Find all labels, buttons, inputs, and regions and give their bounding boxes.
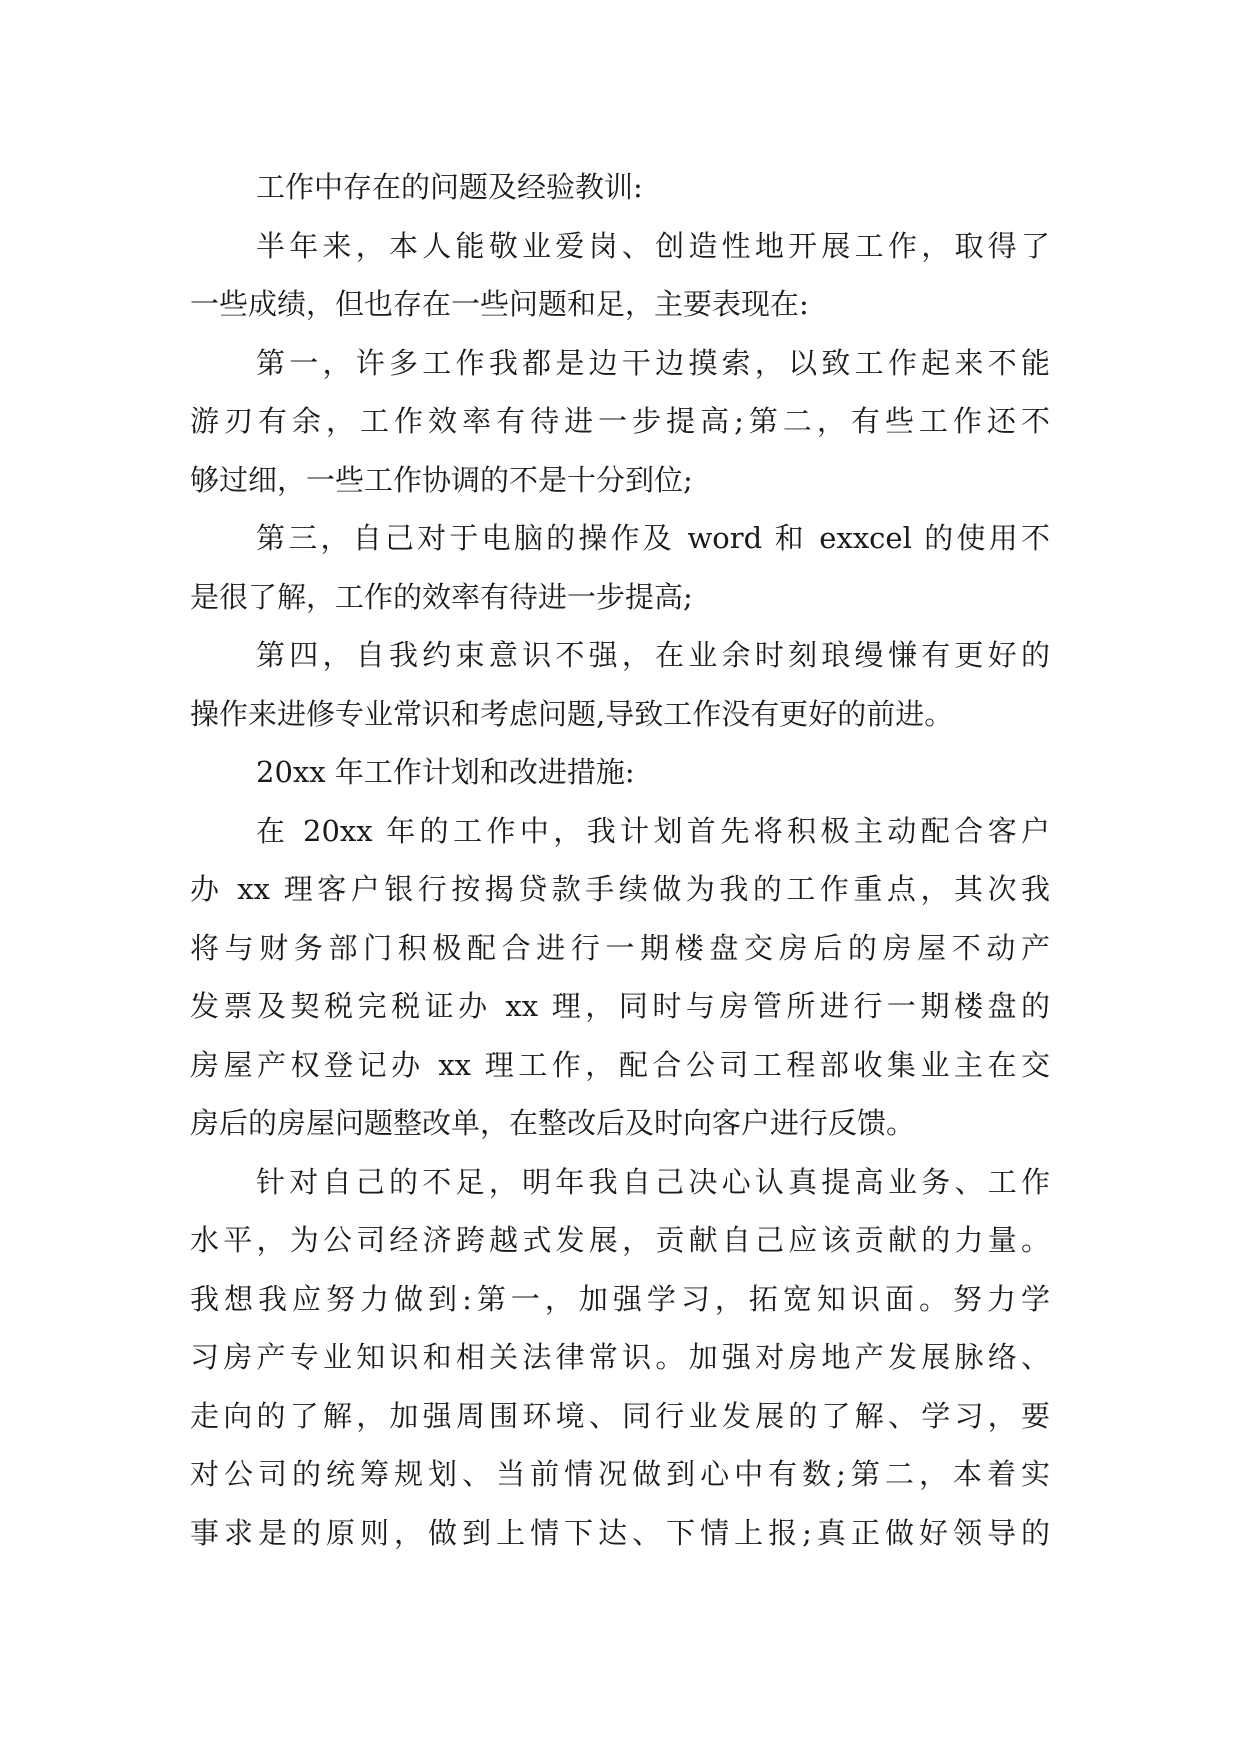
paragraph-line: 第一，许多工作我都是边干边摸索，以致工作起来不能 [256, 345, 1050, 380]
paragraph-line: 事求是的原则，做到上情下达、下情上报;真正做好领导的 [190, 1515, 1050, 1550]
paragraph-line: 房后的房屋问题整改单，在整改后及时向客户进行反馈。 [190, 1106, 916, 1140]
paragraph-line: 针对自己的不足，明年我自己决心认真提高业务、工作 [256, 1164, 1050, 1199]
paragraph-line: 走向的了解，加强周围环境、同行业发展的了解、学习，要 [190, 1398, 1050, 1433]
paragraph-line: 习房产专业知识和相关法律常识。加强对房地产发展脉络、 [190, 1340, 1050, 1374]
paragraph-line: 对公司的统筹规划、当前情况做到心中有数;第二，本着实 [190, 1457, 1050, 1491]
section-heading-plan: 20xx 年工作计划和改进措施: [256, 755, 635, 789]
section-heading-problems: 工作中存在的问题及经验教训: [256, 170, 643, 204]
paragraph-line: 操作来进修专业常识和考虑问题,导致工作没有更好的前进。 [190, 696, 954, 731]
paragraph-line: 将与财务部门积极配合进行一期楼盘交房后的房屋不动产 [190, 930, 1050, 965]
paragraph-line: 第三，自己对于电脑的操作及 word 和 exxcel 的使用不 [256, 521, 1050, 555]
paragraph-line: 游刃有余，工作效率有待进一步提高;第二，有些工作还不 [190, 404, 1050, 438]
paragraph-line: 我想我应努力做到:第一，加强学习，拓宽知识面。努力学 [190, 1281, 1050, 1316]
paragraph-line: 半年来，本人能敬业爱岗、创造性地开展工作，取得了 [256, 228, 1050, 263]
paragraph-line: 是很了解，工作的效率有待进一步提高; [190, 579, 693, 614]
paragraph-line: 发票及契税完税证办 xx 理，同时与房管所进行一期楼盘的 [190, 989, 1050, 1023]
paragraph-line: 房屋产权登记办 xx 理工作，配合公司工程部收集业主在交 [190, 1047, 1050, 1082]
paragraph-line: 够过细，一些工作协调的不是十分到位; [190, 462, 693, 497]
paragraph-line: 办 xx 理客户银行按揭贷款手续做为我的工作重点，其次我 [190, 872, 1050, 906]
paragraph-line: 在 20xx 年的工作中，我计划首先将积极主动配合客户 [256, 813, 1050, 848]
document-body [190, 158, 1050, 1562]
paragraph-line: 水平，为公司经济跨越式发展，贡献自己应该贡献的力量。 [190, 1223, 1050, 1257]
paragraph-line: 一些成绩，但也存在一些问题和足，主要表现在: [190, 287, 809, 321]
paragraph-line: 第四，自我约束意识不强，在业余时刻琅缦慊有更好的 [256, 638, 1050, 672]
